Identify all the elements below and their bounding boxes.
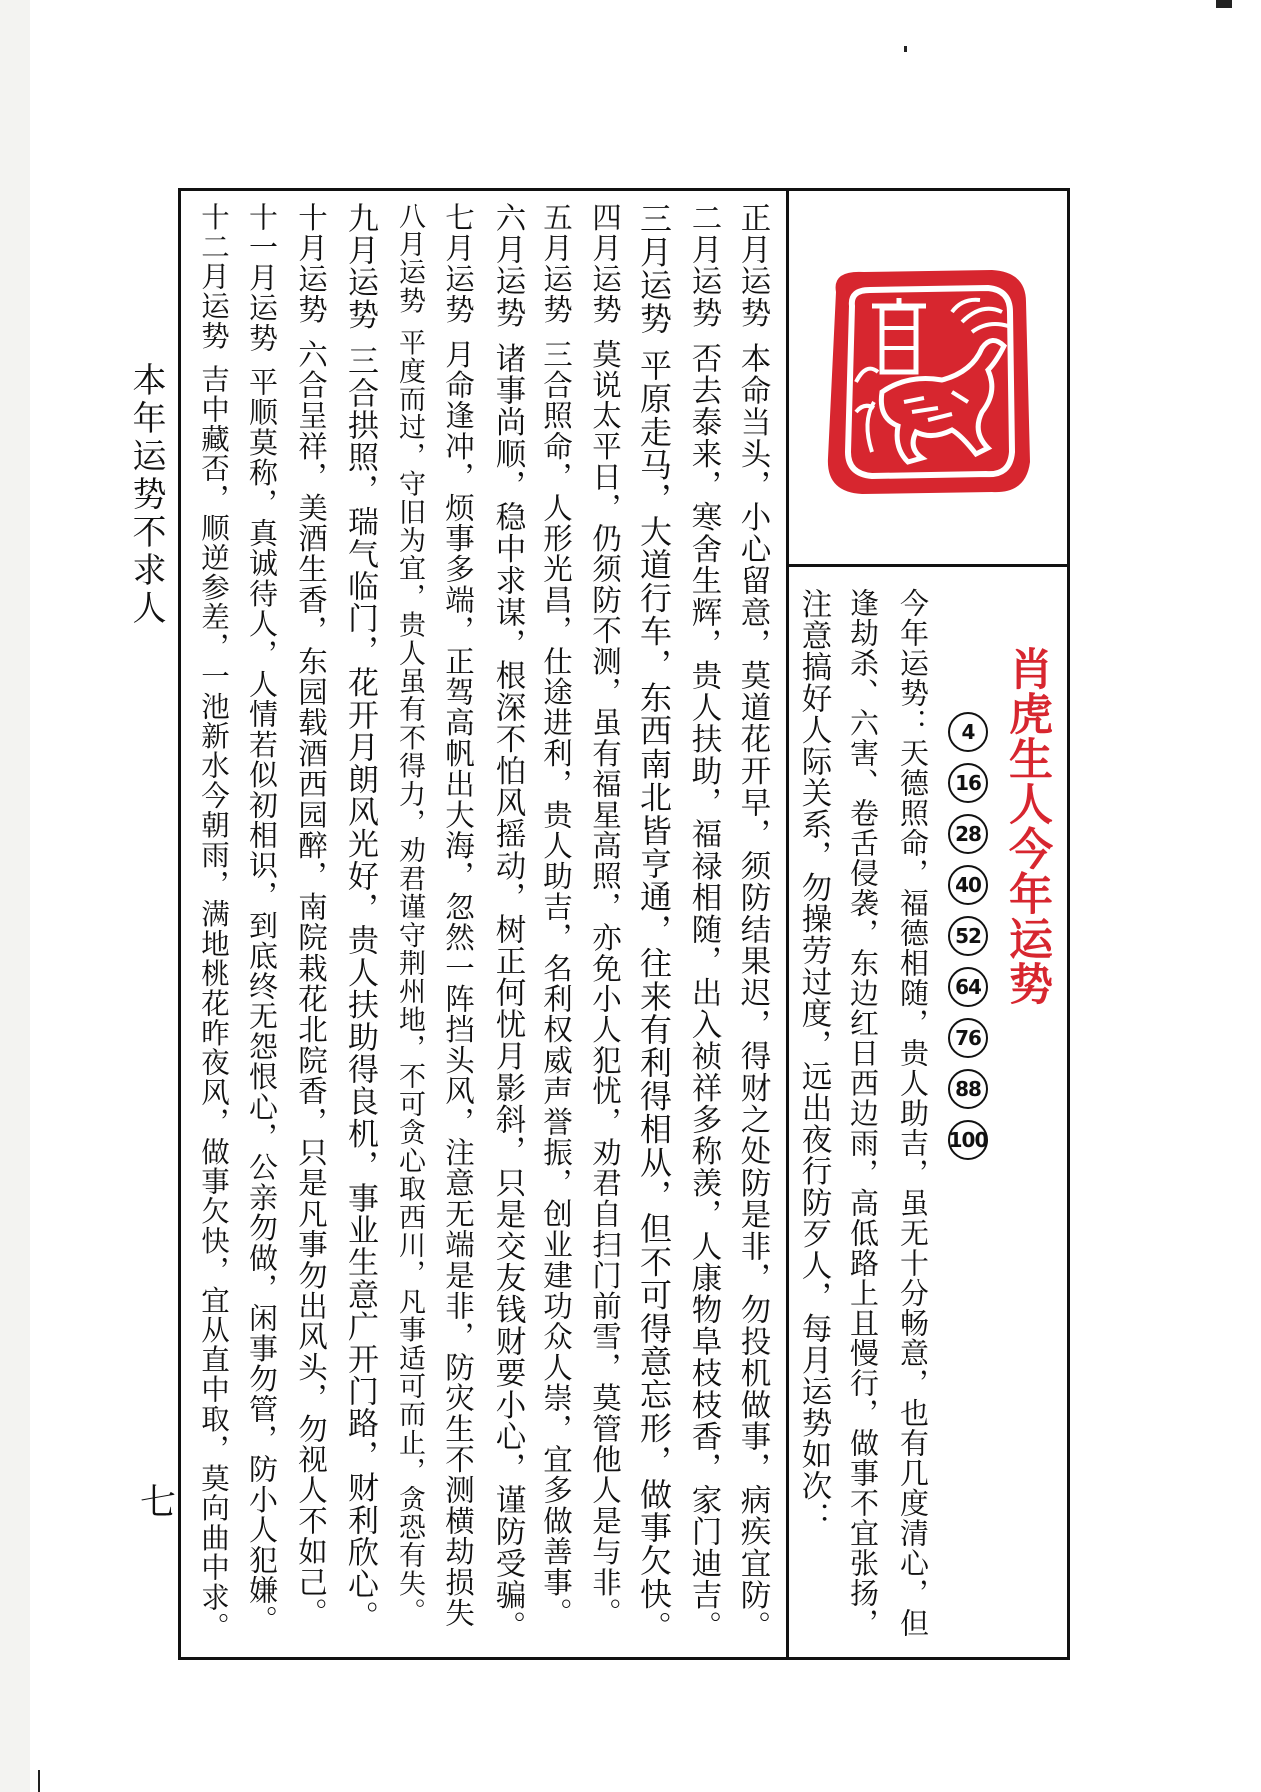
month-column xyxy=(239,202,285,1635)
month-column xyxy=(729,202,775,1643)
month-text: 六合呈祥，美酒生香，东园载酒西园醉，南院栽花北院香，只是凡事勿出风头，勿视人不如己。 xyxy=(294,338,328,1629)
month-text: 莫说太平日，仍须防不测，虽有福星高照，亦免小人犯忧，劝君自扫门前雪，莫管他人是与非。 xyxy=(588,338,622,1629)
month-text: 平度而过，守旧为宜，贵人虽有不得力，劝君谨守荆州地，不可贪心取西川，凡事适可而止，贪恐有失。 xyxy=(394,328,425,1627)
month-text: 平顺莫称，真诚待人，人情若似初相识，到底终无怨恨心，公亲勿做，闲事勿管，防小人犯嫌。 xyxy=(245,367,279,1636)
age-badge: 64 xyxy=(948,967,988,1007)
month-label: 八月运势 xyxy=(394,202,425,315)
scan-mark xyxy=(38,1770,40,1792)
age-badge: 4 xyxy=(948,712,988,752)
age-badge: 76 xyxy=(948,1018,988,1058)
month-text: 诸事尚顺，稳中求谋，根深不怕风摇动，树正何忧月影斜，只是交友钱财要小心，谨防受骗。 xyxy=(490,342,525,1643)
month-label: 十二月运势 xyxy=(197,202,230,351)
intro-line: 逢劫杀、六害、卷舌侵袭，东边红日西边雨，高低路上且慢行，做事不宜张扬， xyxy=(846,588,880,1638)
month-column xyxy=(582,202,628,1628)
age-badge: 88 xyxy=(948,1069,988,1109)
month-column xyxy=(680,202,726,1643)
month-label: 六月运势 xyxy=(490,202,525,329)
month-label: 四月运势 xyxy=(588,202,622,325)
month-column xyxy=(435,202,481,1628)
intro-line: 注意搞好人际关系，勿操劳过度，远出夜行防歹人，每月运势如次： xyxy=(796,588,831,1533)
age-badge: 100 xyxy=(948,1120,988,1160)
month-text: 平原走马，大道行车，东西南北皆亨通，往来有利得相从，但不可得意忘形，做事欠快。 xyxy=(635,348,673,1644)
column-divider xyxy=(786,188,789,1660)
month-text: 三合拱照，瑞气临门，花开月朗风光好，贵人扶助得良机，事业生意广开门路，财利欣心。 xyxy=(342,344,378,1633)
age-badge: 52 xyxy=(948,916,988,956)
intro-line: 今年运势：天德照命，福德相随，贵人助吉，虽无十分畅意，也有几度清心，但 xyxy=(896,588,930,1638)
month-column xyxy=(190,202,236,1642)
month-text: 本命当头，小心留意，莫道花开早，须防结果迟，得财之处防是非，勿投机做事，病疾宜防。 xyxy=(735,342,770,1643)
age-badge: 28 xyxy=(948,814,988,854)
section-title: 肖虎生人今年运势 xyxy=(1001,646,1052,1006)
month-text: 吉中藏否，顺逆参差，一池新水今朝雨，满地桃花昨夜风，做事欠快，宜从直中取，莫向曲中求。 xyxy=(197,364,230,1642)
month-label: 三月运势 xyxy=(635,202,673,335)
month-column xyxy=(631,202,677,1644)
month-label: 九月运势 xyxy=(342,202,378,331)
month-column xyxy=(386,202,432,1626)
month-label: 正月运势 xyxy=(735,202,770,329)
scan-mark xyxy=(904,46,907,52)
page-number: 七 xyxy=(140,1482,177,1523)
month-column xyxy=(337,202,383,1633)
month-label: 十一月运势 xyxy=(245,202,279,353)
section-divider xyxy=(786,564,1070,567)
month-column xyxy=(533,202,579,1628)
month-label: 五月运势 xyxy=(539,202,573,325)
month-column xyxy=(288,202,334,1628)
month-text: 否去泰来，寒舍生辉，贵人扶助，福禄相随，出入祯祥多称羡，人康物阜枝枝香，家门迪吉。 xyxy=(686,342,721,1643)
month-label: 七月运势 xyxy=(441,202,475,325)
age-badge: 16 xyxy=(948,763,988,803)
month-text: 三合照命，人形光昌，仕途进利，贵人助吉，名利权威声誉振，创业建功众人崇，宜多做善事。 xyxy=(539,338,573,1629)
scan-mark xyxy=(1216,0,1232,8)
month-label: 二月运势 xyxy=(686,202,721,329)
age-badge: 40 xyxy=(948,865,988,905)
month-column xyxy=(484,202,530,1643)
running-head: 本年运势不求人 xyxy=(126,362,166,628)
age-list xyxy=(944,712,992,1160)
month-label: 十月运势 xyxy=(294,202,328,325)
month-text: 月命逢冲，烦事多端，正驾高帆出大海，忽然一阵挡头风，注意无端是非，防灾生不测横劫损失 xyxy=(441,338,475,1629)
tiger-seal-icon xyxy=(812,262,1044,502)
